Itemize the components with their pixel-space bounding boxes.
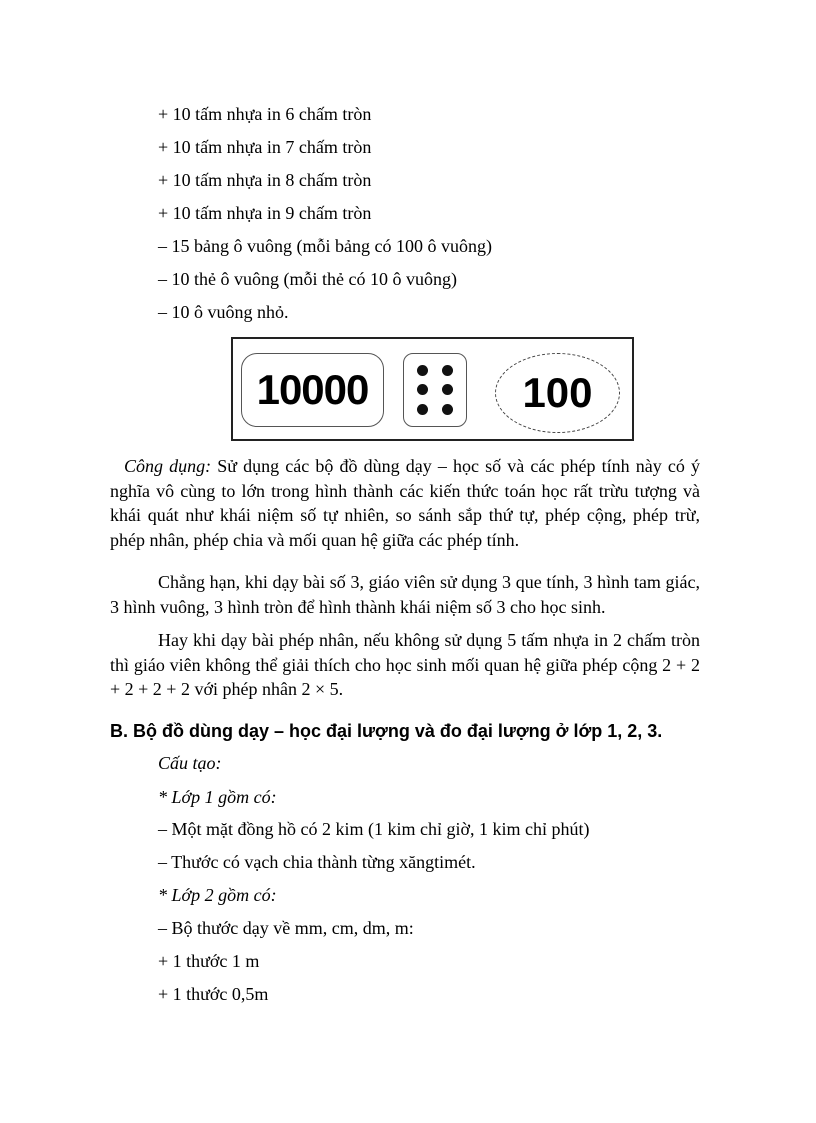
number-card: 10000	[241, 353, 384, 427]
dot-1	[417, 365, 428, 376]
list-item-4: + 10 tấm nhựa in 9 chấm tròn	[158, 203, 372, 223]
grade2-item-2: + 1 thước 1 m	[158, 951, 260, 971]
structure-label: Cấu tạo:	[158, 753, 222, 773]
grade2-item-1: – Bộ thước dạy về mm, cm, dm, m:	[158, 918, 414, 938]
list-item-6: – 10 thẻ ô vuông (mỗi thẻ có 10 ô vuông)	[158, 269, 457, 289]
example-paragraph-2: Hay khi dạy bài phép nhân, nếu không sử dụng 5 tấm nhựa in 2 chấm tròn thì giáo viên không thể giải thích cho học sinh mối quan hệ giữa phép cộng 2 + 2 + 2 + 2 + 2 với phép nhân 2 × 5.	[110, 630, 700, 700]
grade2-label: * Lớp 2 gồm có:	[158, 885, 277, 905]
number-cards-figure	[231, 337, 634, 441]
dot-2	[442, 365, 453, 376]
list-item-3: + 10 tấm nhựa in 8 chấm tròn	[158, 170, 372, 190]
grade1-item-2: – Thước có vạch chia thành từng xăngtimét.	[158, 852, 476, 872]
dot-5	[417, 404, 428, 415]
number-oval: 100	[495, 353, 620, 433]
dot-4	[442, 384, 453, 395]
list-item-1: + 10 tấm nhựa in 6 chấm tròn	[158, 104, 372, 124]
usage-text: Sử dụng các bộ đồ dùng dạy – học số và các phép tính này có ý nghĩa vô cùng to lớn trong hình thành các kiến thức toán học rất trừu tượng và khái quát như khái niệm số tự nhiên, so sánh sắp thứ tự, phép cộng, phép trừ, phép nhân, phép chia và mối quan hệ giữa các phép tính.	[110, 456, 700, 550]
dot-6	[442, 404, 453, 415]
grade1-item-1: – Một mặt đồng hồ có 2 kim (1 kim chỉ giờ, 1 kim chỉ phút)	[158, 819, 590, 839]
list-item-7: – 10 ô vuông nhỏ.	[158, 302, 289, 322]
grade1-label: * Lớp 1 gồm có:	[158, 787, 277, 807]
list-item-5: – 15 bảng ô vuông (mỗi bảng có 100 ô vuông)	[158, 236, 492, 256]
example-paragraph-1: Chẳng hạn, khi dạy bài số 3, giáo viên sử dụng 3 que tính, 3 hình tam giác, 3 hình vuông, 3 hình tròn để hình thành khái niệm số 3 cho học sinh.	[110, 572, 700, 617]
usage-label: Công dụng:	[124, 456, 212, 476]
grade2-item-3: + 1 thước 0,5m	[158, 984, 269, 1004]
dot-card	[403, 353, 467, 427]
list-item-2: + 10 tấm nhựa in 7 chấm tròn	[158, 137, 372, 157]
section-heading: B. Bộ đồ dùng dạy – học đại lượng và đo đại lượng ở lớp 1, 2, 3.	[110, 721, 663, 741]
usage-paragraph	[110, 454, 700, 552]
dot-3	[417, 384, 428, 395]
